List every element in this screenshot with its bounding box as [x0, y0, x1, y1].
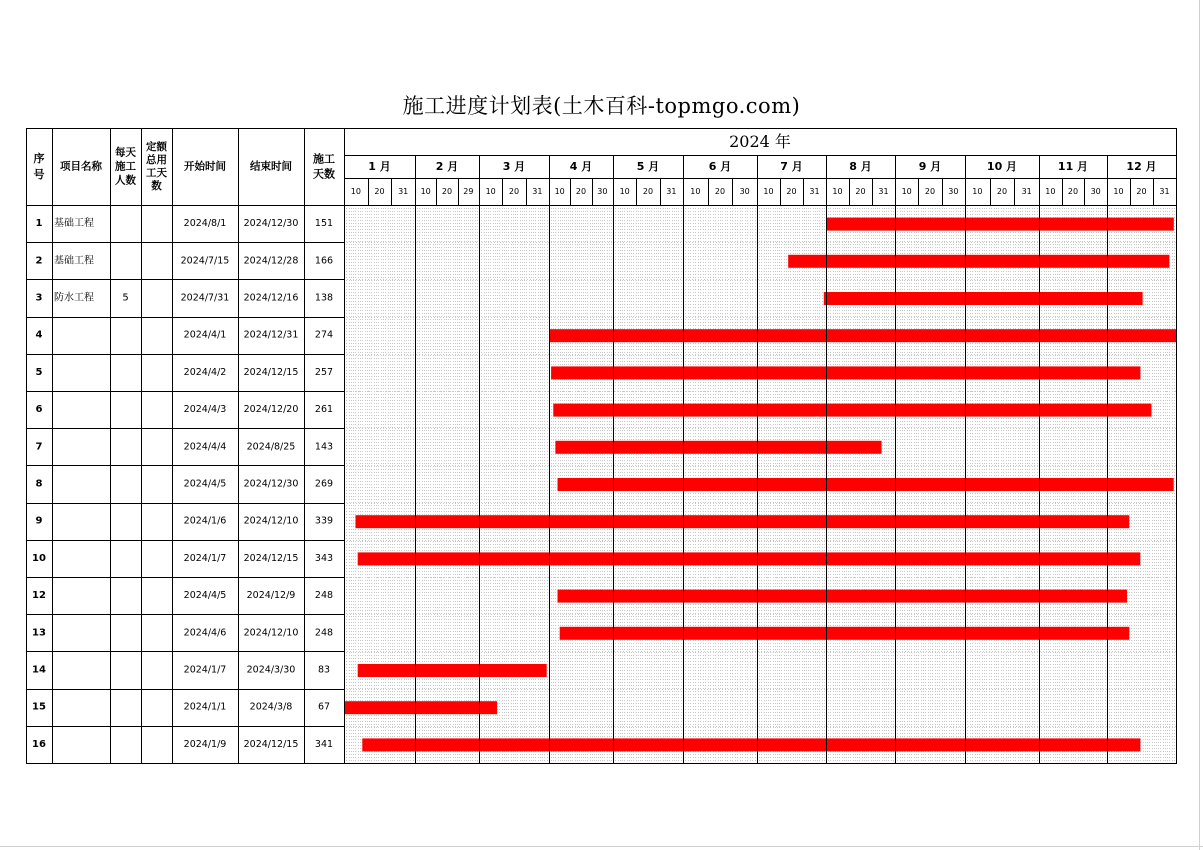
row-seq: 4 — [35, 329, 43, 341]
header-daily-workers: 人数 — [115, 174, 136, 187]
month-label: 2 月 — [435, 160, 459, 173]
row-seq: 2 — [35, 255, 43, 267]
day-tick-label: 31 — [532, 187, 543, 196]
row-end: 2024/12/15 — [243, 552, 299, 564]
row-end: 2024/12/31 — [243, 329, 299, 341]
month-label: 7 月 — [780, 160, 803, 173]
row-seq: 16 — [32, 738, 46, 750]
day-tick-label: 10 — [420, 187, 431, 196]
row-end: 2024/12/28 — [243, 255, 299, 267]
gantt-bar — [560, 627, 1130, 640]
row-end: 2024/12/10 — [243, 515, 299, 527]
day-tick-label: 20 — [924, 187, 936, 196]
sheet-title: 施工进度计划表(土木百科-topmgo.com) — [402, 94, 801, 118]
month-label: 9 月 — [918, 160, 942, 173]
day-tick-label: 10 — [485, 187, 496, 196]
row-end: 2024/12/30 — [243, 218, 299, 230]
header-duration: 天数 — [313, 167, 335, 181]
row-days: 261 — [314, 404, 334, 416]
row-seq: 9 — [35, 515, 43, 527]
day-tick-label: 29 — [463, 187, 474, 196]
row-start: 2024/1/7 — [183, 664, 227, 676]
row-workers: 5 — [122, 292, 129, 304]
header-quota-days: 定额 — [146, 141, 167, 153]
row-seq: 15 — [32, 701, 46, 713]
day-tick-label: 30 — [948, 187, 959, 196]
header-duration: 施工 — [313, 152, 335, 166]
day-tick-label: 10 — [763, 187, 774, 196]
row-seq: 13 — [32, 627, 46, 639]
header-start: 开始时间 — [184, 160, 226, 173]
day-tick-label: 20 — [1067, 187, 1079, 196]
row-start: 2024/1/6 — [183, 515, 227, 527]
day-tick-label: 10 — [832, 187, 843, 196]
month-label: 8 月 — [849, 160, 872, 173]
row-days: 248 — [314, 627, 334, 639]
day-tick-label: 20 — [374, 187, 385, 196]
row-days: 166 — [314, 255, 334, 267]
row-days: 257 — [314, 366, 334, 378]
row-end: 2024/12/30 — [243, 478, 299, 490]
gantt-bar — [549, 329, 1176, 342]
row-name: 防水工程 — [54, 292, 94, 304]
gantt-bar — [551, 366, 1140, 379]
day-tick-label: 30 — [739, 187, 750, 196]
row-end: 2024/12/9 — [246, 590, 296, 602]
row-name: 基础工程 — [54, 255, 94, 267]
day-tick-label: 10 — [1045, 187, 1056, 196]
day-tick-label: 10 — [972, 187, 983, 196]
gantt-bar — [558, 590, 1128, 603]
row-end: 2024/12/15 — [243, 738, 299, 750]
day-tick-label: 31 — [1159, 187, 1170, 196]
row-start: 2024/4/6 — [183, 627, 227, 639]
day-tick-label: 20 — [786, 187, 797, 196]
day-tick-label: 31 — [666, 187, 677, 196]
row-end: 2024/8/25 — [246, 441, 296, 453]
row-start: 2024/8/1 — [183, 218, 227, 230]
day-tick-label: 20 — [855, 187, 866, 196]
gantt-bar — [558, 478, 1174, 491]
gantt-bar — [553, 404, 1151, 417]
month-label: 6 月 — [708, 160, 732, 173]
row-start: 2024/1/7 — [183, 552, 227, 564]
day-tick-label: 10 — [554, 187, 565, 196]
row-seq: 8 — [35, 478, 43, 490]
row-start: 2024/4/5 — [183, 590, 227, 602]
day-tick-label: 30 — [1090, 187, 1101, 196]
row-days: 248 — [314, 590, 334, 602]
row-end: 2024/12/20 — [243, 404, 299, 416]
row-seq: 12 — [32, 590, 46, 602]
row-start: 2024/4/3 — [183, 404, 227, 416]
row-start: 2024/4/4 — [183, 441, 227, 453]
row-days: 67 — [317, 701, 331, 713]
row-seq: 3 — [35, 292, 43, 304]
month-label: 11 月 — [1057, 160, 1089, 173]
row-days: 143 — [314, 441, 334, 453]
gantt-bar — [788, 255, 1169, 268]
day-tick-label: 10 — [350, 187, 361, 196]
gantt-bar — [826, 218, 1174, 231]
row-days: 83 — [317, 664, 331, 676]
row-end: 2024/12/15 — [243, 366, 299, 378]
day-tick-label: 10 — [690, 187, 701, 196]
gantt-bar — [356, 515, 1130, 528]
day-tick-label: 31 — [1021, 187, 1032, 196]
row-start: 2024/1/9 — [183, 738, 227, 750]
day-tick-label: 31 — [809, 187, 820, 196]
row-start: 2024/4/2 — [183, 366, 227, 378]
gantt-bar — [824, 292, 1143, 305]
day-tick-label: 20 — [441, 187, 453, 196]
day-tick-label: 10 — [619, 187, 630, 196]
day-tick-label: 20 — [642, 187, 654, 196]
row-end: 2024/3/30 — [246, 664, 296, 676]
month-label: 5 月 — [636, 160, 660, 173]
row-days: 339 — [314, 515, 334, 527]
row-start: 2024/7/31 — [180, 292, 230, 304]
header-seq: 序 — [33, 152, 45, 165]
row-days: 274 — [314, 329, 334, 341]
day-tick-label: 30 — [597, 187, 608, 196]
gantt-bar — [358, 552, 1141, 565]
year-label: 2024 年 — [729, 132, 791, 151]
row-end: 2024/3/8 — [249, 701, 293, 713]
day-tick-label: 20 — [714, 187, 726, 196]
day-tick-label: 10 — [901, 187, 912, 196]
row-seq: 10 — [32, 552, 46, 564]
gantt-bar — [344, 701, 497, 714]
day-tick-label: 20 — [1136, 187, 1147, 196]
day-tick-label: 31 — [398, 187, 409, 196]
day-tick-label: 10 — [1113, 187, 1124, 196]
day-tick-label: 20 — [996, 187, 1008, 196]
gantt-bar — [555, 441, 881, 454]
header-daily-workers: 每天 — [115, 146, 136, 159]
row-start: 2024/4/5 — [183, 478, 227, 490]
header-end: 结束时间 — [250, 160, 292, 173]
row-days: 343 — [314, 552, 334, 564]
row-end: 2024/12/10 — [243, 627, 299, 639]
day-tick-label: 20 — [575, 187, 587, 196]
row-days: 138 — [314, 292, 334, 304]
row-days: 151 — [314, 218, 334, 230]
row-end: 2024/12/16 — [243, 292, 299, 304]
row-name: 基础工程 — [54, 218, 94, 230]
row-seq: 5 — [35, 366, 43, 378]
header-quota-days: 工天 — [146, 167, 167, 179]
month-label: 3 月 — [502, 160, 526, 173]
header-quota-days: 总用 — [146, 154, 167, 166]
row-seq: 7 — [35, 441, 43, 453]
header-seq: 号 — [33, 168, 45, 181]
row-days: 341 — [314, 738, 334, 750]
row-seq: 6 — [35, 404, 43, 416]
header-name: 项目名称 — [60, 160, 102, 173]
header-daily-workers: 施工 — [115, 160, 136, 173]
row-seq: 1 — [35, 218, 43, 230]
month-label: 4 月 — [569, 160, 593, 173]
row-start: 2024/1/1 — [183, 701, 227, 713]
month-label: 10 月 — [986, 160, 1018, 173]
row-start: 2024/4/1 — [183, 329, 227, 341]
row-days: 269 — [314, 478, 334, 490]
gantt-bar — [358, 664, 547, 677]
header-quota-days: 数 — [151, 180, 162, 192]
day-tick-label: 31 — [878, 187, 889, 196]
row-seq: 14 — [32, 664, 46, 676]
row-start: 2024/7/15 — [180, 255, 230, 267]
month-label: 1 月 — [368, 160, 391, 173]
month-label: 12 月 — [1126, 160, 1157, 173]
day-tick-label: 20 — [508, 187, 520, 196]
